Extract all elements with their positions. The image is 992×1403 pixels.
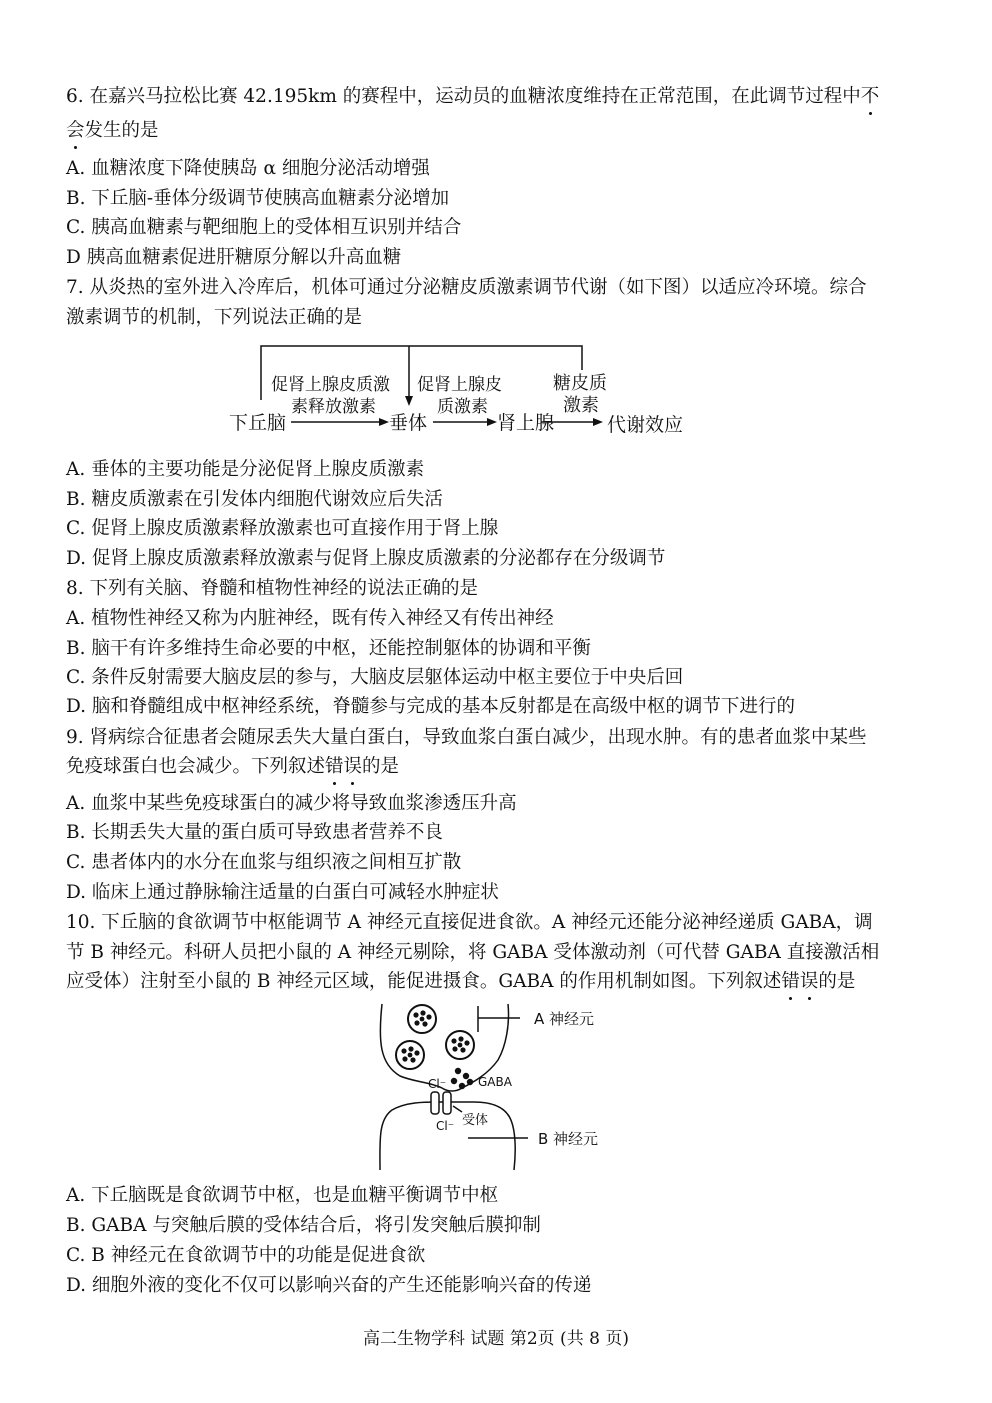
q7-option-d: D. 促肾上腺皮质激素释放激素与促肾上腺皮质激素的分泌都存在分级调节 (66, 548, 666, 569)
arrowhead (405, 396, 413, 406)
q8-option-c: C. 条件反射需要大脑皮层的参与，大脑皮层躯体运动中枢主要位于中央后回 (66, 667, 684, 688)
label-glucocorticoid-line2: 激素 (563, 395, 599, 416)
q7-option-a: A. 垂体的主要功能是分泌促肾上腺皮质激素 (66, 459, 425, 480)
node-pituitary: 垂体 (389, 412, 428, 434)
q8-option-d: D. 脑和脊髓组成中枢神经系统，脊髓参与完成的基本反射都是在高级中枢的调节下进行的 (66, 696, 795, 717)
cl-ion-bottom: Cl⁻ (436, 1119, 455, 1133)
node-hypothalamus: 下丘脑 (229, 412, 287, 434)
a-neuron-label: A 神经元 (534, 1010, 595, 1028)
q10-stem-tail: 的是 (818, 971, 856, 992)
node-metabolic-effect: 代谢效应 (607, 414, 684, 436)
q8-option-b: B. 脑干有许多维持生命必要的中枢，还能控制躯体的协调和平衡 (66, 638, 591, 659)
q6-option-b: B. 下丘脑-垂体分级调节使胰高血糖素分泌增加 (66, 188, 450, 209)
label-acth-line1: 促肾上腺皮 (417, 375, 502, 395)
q6-stem-tail: 发生的是 (84, 120, 159, 141)
emphasis-dot-char: 错 (325, 754, 344, 780)
q6-option-a: A. 血糖浓度下降使胰岛 α 细胞分泌活动增强 (66, 158, 430, 179)
emphasis-dot-char: 错 (781, 969, 800, 995)
label-glucocorticoid-line1: 糖皮质 (553, 373, 607, 394)
q9-option-d: D. 临床上通过静脉输注适量的白蛋白可减轻水肿症状 (66, 882, 499, 903)
q7-option-c: C. 促肾上腺皮质激素释放激素也可直接作用于肾上腺 (66, 518, 499, 539)
q9-stem-text: 免疫球蛋白也会减少。下列叙述 (66, 756, 326, 777)
q9-stem-line1: 9. 肾病综合征患者会随尿丢失大量白蛋白，导致血浆白蛋白减少，出现水肿。有的患者血浆中某些 (66, 727, 867, 748)
q9-stem-line2 (66, 754, 399, 780)
page-footer: 高二生物学科 试题 第2页 (共 8 页) (363, 1329, 629, 1349)
q9-option-c: C. 患者体内的水分在血浆与组织液之间相互扩散 (66, 852, 462, 873)
q8-option-a: A. 植物性神经又称为内脏神经，既有传入神经又有传出神经 (66, 608, 554, 629)
arrowhead (593, 418, 603, 426)
node-adrenal: 肾上腺 (497, 412, 555, 434)
q10-stem-line3 (66, 969, 855, 995)
synapse-diagram (370, 1002, 630, 1174)
receptor-channel (431, 1092, 462, 1114)
emphasis-dot-char: 会 (66, 118, 85, 144)
q9-option-a: A. 血浆中某些免疫球蛋白的减少将导致血浆渗透压升高 (66, 793, 517, 814)
q7-option-b: B. 糖皮质激素在引发体内细胞代谢效应后失活 (66, 489, 443, 510)
q10-option-b: B. GABA 与突触后膜的受体结合后，将引发突触后膜抑制 (66, 1215, 541, 1236)
cl-ion-top: Cl⁻ (428, 1077, 447, 1091)
hormone-regulation-diagram (225, 340, 705, 445)
q8-stem: 8. 下列有关脑、脊髓和植物性神经的说法正确的是 (66, 578, 479, 599)
q7-stem-line2: 激素调节的机制，下列说法正确的是 (66, 307, 363, 328)
label-acth-line2: 质激素 (437, 397, 488, 417)
receptor-label: 受体 (462, 1113, 489, 1128)
emphasis-dot-char: 误 (800, 969, 819, 995)
b-neuron-label: B 神经元 (538, 1130, 599, 1148)
gaba-molecules (451, 1068, 473, 1089)
q10-stem-line2: 节 B 神经元。科研人员把小鼠的 A 神经元剔除，将 GABA 受体激动剂（可代替 GABA 直接激活相 (66, 942, 880, 963)
arrowhead (487, 418, 497, 426)
q6-stem-text: 6. 在嘉兴马拉松比赛 42.195km 的赛程中，运动员的血糖浓度维持在正常范围，在此调节过程中 (66, 86, 861, 107)
q6-stem-line2 (66, 118, 159, 144)
q10-stem-line1: 10. 下丘脑的食欲调节中枢能调节 A 神经元直接促进食欲。A 神经元还能分泌神经递质 GABA，调 (66, 912, 873, 933)
emphasis-dot-char: 误 (344, 754, 363, 780)
q6-option-d: D 胰高血糖素促进肝糖原分解以升高血糖 (66, 247, 402, 268)
q10-option-d: D. 细胞外液的变化不仅可以影响兴奋的产生还能影响兴奋的传递 (66, 1275, 592, 1296)
q9-option-b: B. 长期丢失大量的蛋白质可导致患者营养不良 (66, 822, 443, 843)
label-crh-line1: 促肾上腺皮质激 (271, 375, 390, 395)
label-crh-line2: 素释放激素 (291, 397, 376, 417)
q6-stem-line1 (66, 84, 879, 110)
q6-option-c: C. 胰高血糖素与靶细胞上的受体相互识别并结合 (66, 217, 462, 238)
q7-stem-line1: 7. 从炎热的室外进入冷库后，机体可通过分泌糖皮质激素调节代谢（如下图）以适应冷环境。综合 (66, 277, 867, 298)
q9-stem-tail: 的是 (362, 756, 400, 777)
arrowhead (379, 418, 389, 426)
q10-option-a: A. 下丘脑既是食欲调节中枢，也是血糖平衡调节中枢 (66, 1185, 499, 1206)
q10-stem-text: 应受体）注射至小鼠的 B 神经元区域，能促进摄食。GABA 的作用机制如图。下列叙述 (66, 971, 782, 992)
emphasis-dot-char: 不 (861, 84, 880, 110)
gaba-label: GABA (478, 1075, 512, 1089)
q10-option-c: C. B 神经元在食欲调节中的功能是促进食欲 (66, 1245, 426, 1266)
